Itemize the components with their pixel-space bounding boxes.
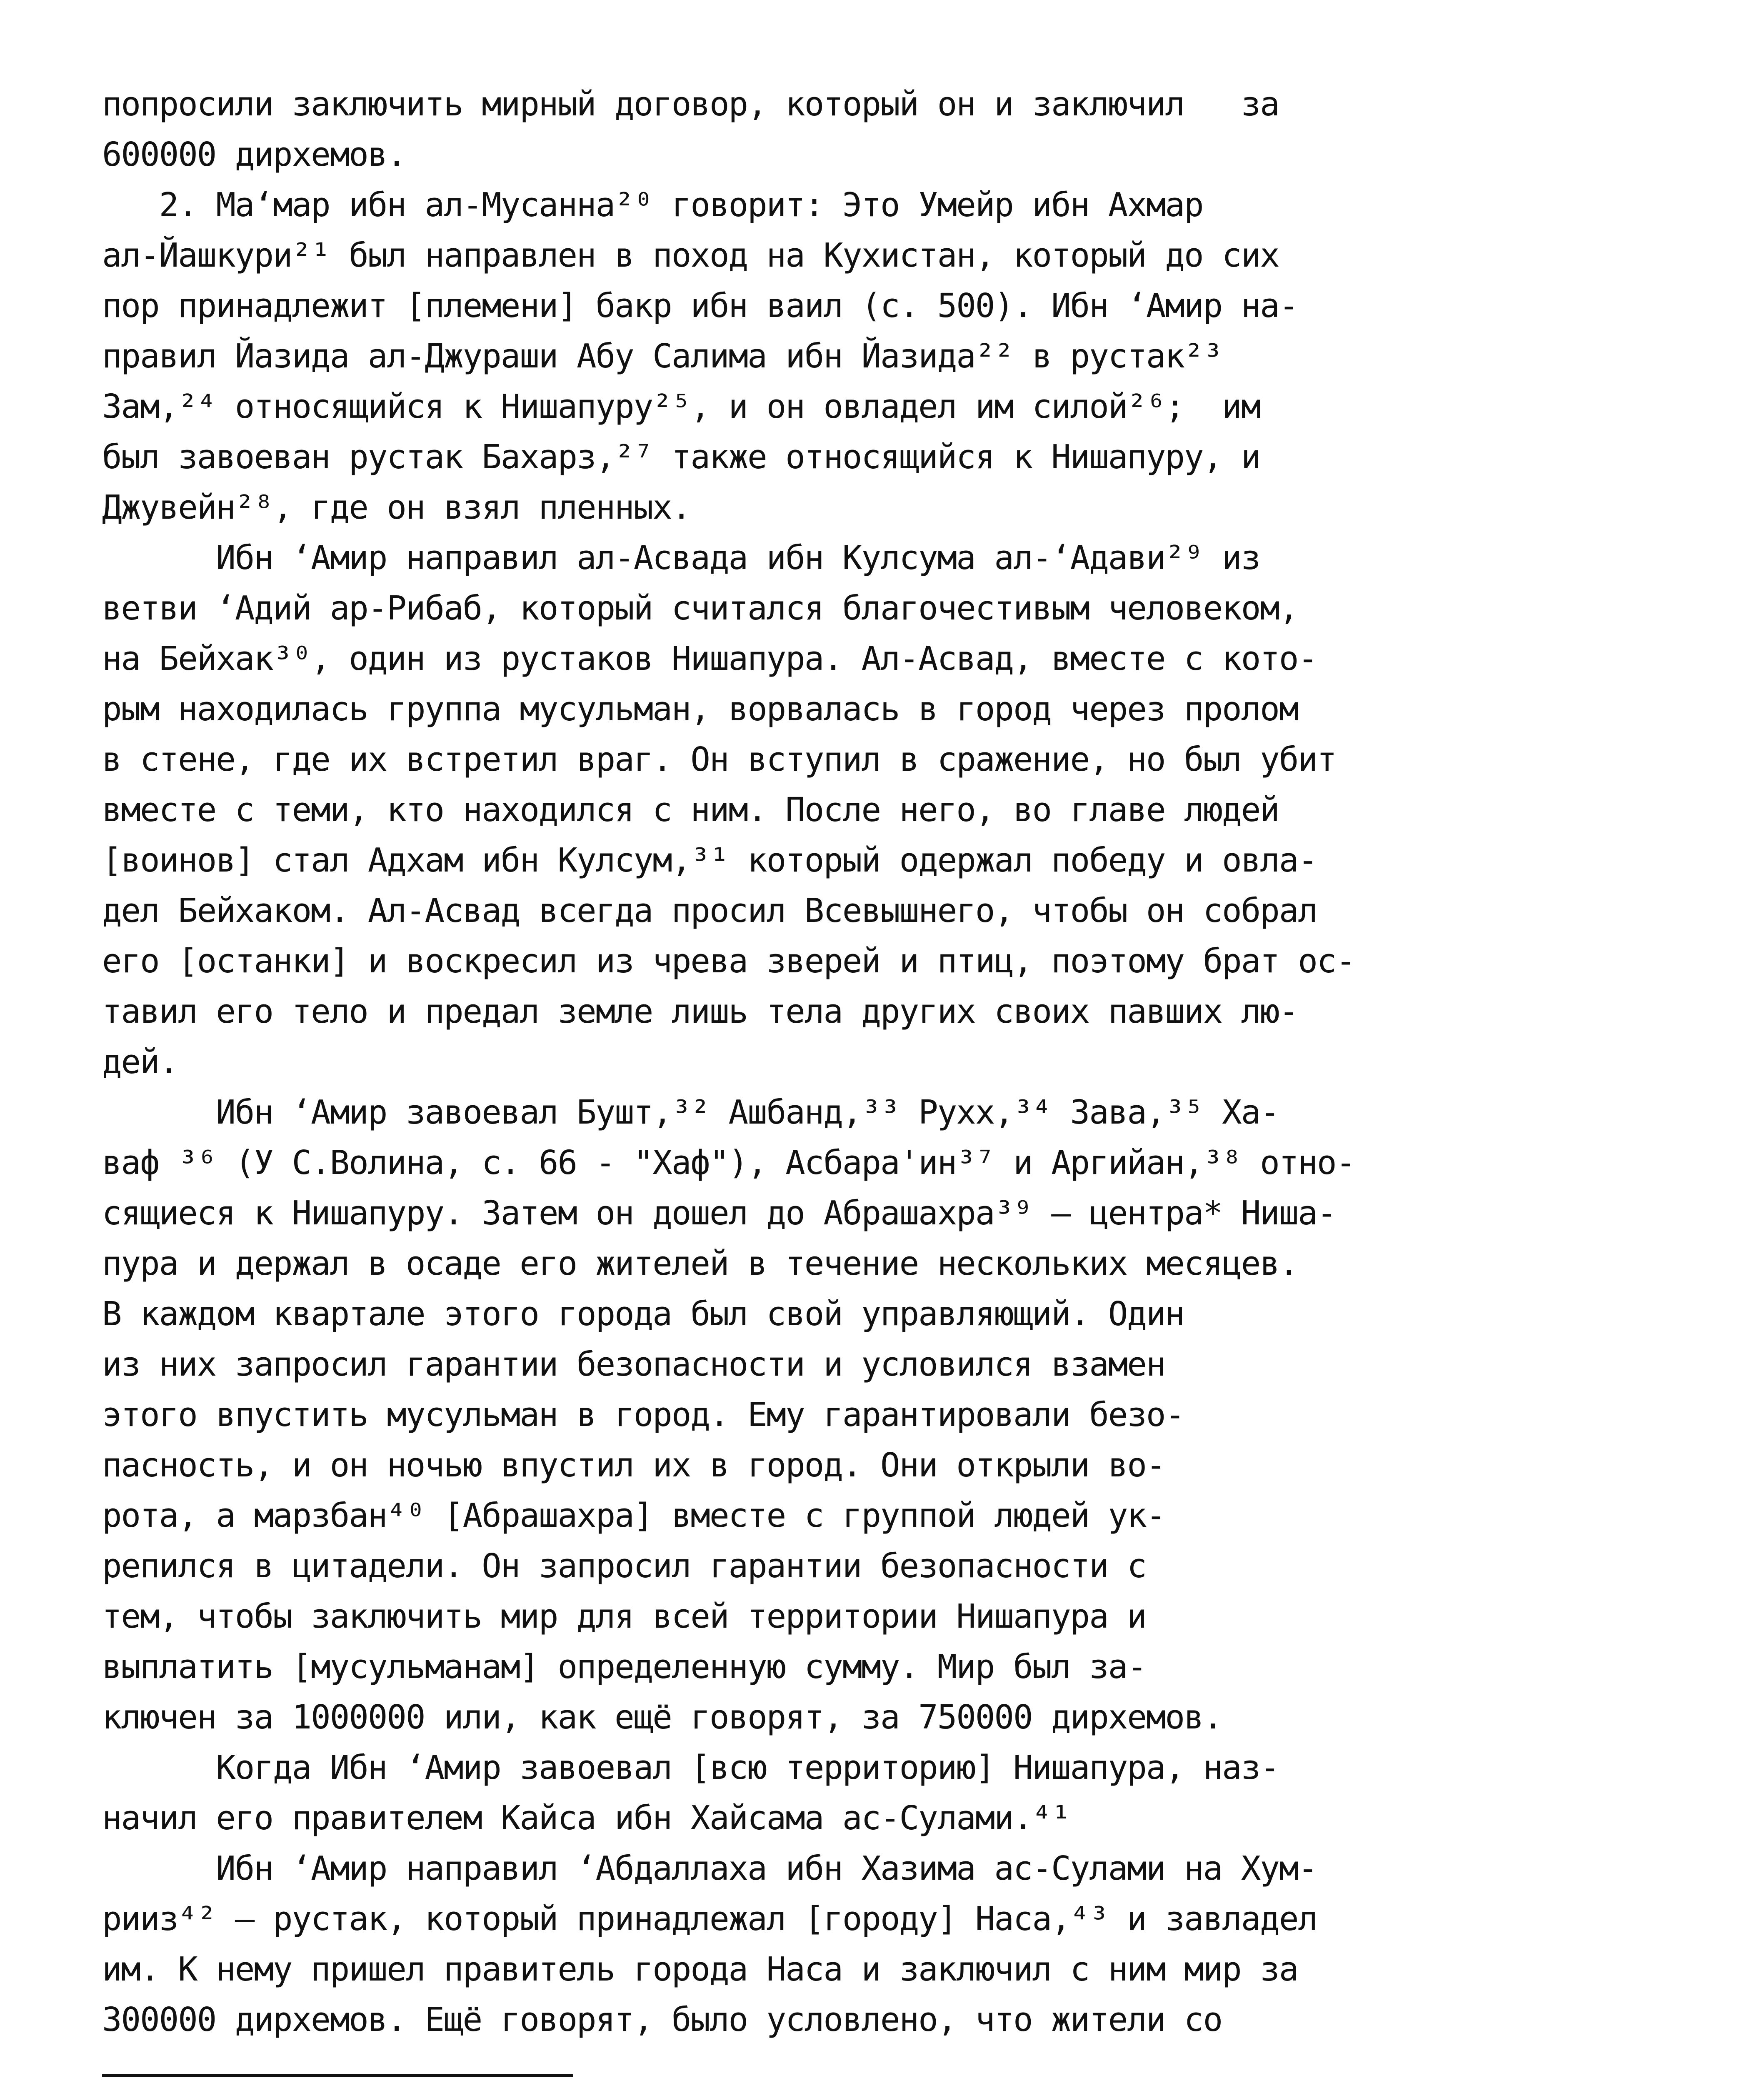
text-line: ал-Йашкури²¹ был направлен в поход на Кухистан, который до сих [102, 236, 1279, 275]
text-line: пура и держал в осаде его жителей в течение нескольких месяцев. [102, 1244, 1298, 1283]
text-line: сящиеся к Нишапуру. Затем он дошел до Абрашахра³⁹ — центра* Ниша- [102, 1194, 1336, 1232]
text-line: 2. Ма‘мар ибн ал-Мусанна²⁰ говорит: Это Умейр ибн Ахмар [102, 186, 1203, 224]
text-line: Джувейн²⁸, где он взял пленных. [102, 488, 691, 527]
text-line: тавил его тело и предал земле лишь тела других своих павших лю- [102, 992, 1298, 1031]
main-text [102, 79, 1610, 2045]
text-line: ветви ‘Адий ар-Рибаб, который считался благочестивым человеком, [102, 589, 1298, 627]
document-page [102, 79, 1610, 2083]
text-line: попросили заключить мирный договор, который он и заключил за [102, 85, 1279, 123]
text-line: Ибн ‘Амир завоевал Бушт,³² Ашбанд,³³ Рухх,³⁴ Зава,³⁵ Ха- [102, 1093, 1279, 1131]
text-line: в стене, где их встретил враг. Он вступил в сражение, но был убит [102, 740, 1336, 779]
text-line: из них запросил гарантии безопасности и условился взамен [102, 1345, 1165, 1384]
text-line: [воинов] стал Адхам ибн Кулсум,³¹ который одержал победу и овла- [102, 841, 1317, 879]
text-line: Ибн ‘Амир направил ал-Асвада ибн Кулсума ал-‘Адави²⁹ из [102, 539, 1260, 577]
text-line: 300000 дирхемов. Ещё говорят, было условлено, что жители со [102, 2001, 1222, 2039]
text-line: дей. [102, 1043, 178, 1081]
text-line: Зам,²⁴ относящийся к Нишапуру²⁵, и он овладел им силой²⁶; им [102, 387, 1260, 426]
text-line: ключен за 1000000 или, как ещё говорят, за 750000 дирхемов. [102, 1698, 1222, 1736]
text-line: этого впустить мусульман в город. Ему гарантировали безо- [102, 1396, 1184, 1434]
text-line: репился в цитадели. Он запросил гарантии безопасности с [102, 1547, 1146, 1585]
text-line: вместе с теми, кто находился с ним. После него, во главе людей [102, 791, 1279, 829]
text-line: пасность, и он ночью впустил их в город. Они открыли во- [102, 1446, 1165, 1484]
text-line: рота, а марзбан⁴⁰ [Абрашахра] вместе с группой людей ук- [102, 1496, 1165, 1535]
text-line: 600000 дирхемов. [102, 135, 406, 174]
text-line: рым находилась группа мусульман, ворвалась в город через пролом [102, 690, 1298, 728]
text-line: начил его правителем Кайса ибн Хайсама ас-Сулами.⁴¹ [102, 1799, 1070, 1837]
text-line: пор принадлежит [племени] бакр ибн ваил (с. 500). Ибн ‘Амир на- [102, 287, 1298, 325]
text-line: был завоеван рустак Бахарз,²⁷ также относящийся к Нишапуру, и [102, 438, 1260, 476]
text-line: выплатить [мусульманам] определенную сумму. Мир был за- [102, 1648, 1146, 1686]
text-line: ваф ³⁶ (У С.Волина, с. 66 - "Хаф"), Асбара'ин³⁷ и Аргийан,³⁸ отно- [102, 1144, 1355, 1182]
text-line: его [останки] и воскресил из чрева зверей и птиц, поэтому брат ос- [102, 942, 1355, 980]
text-line: им. К нему пришел правитель города Наса и заключил с ним мир за [102, 1950, 1298, 1988]
footnote-divider [102, 2074, 573, 2077]
footnote-line [102, 2081, 1610, 2083]
text-line: Ибн ‘Амир направил ‘Абдаллаха ибн Хазима ас-Сулами на Хум- [102, 1849, 1317, 1888]
text-line: дел Бейхаком. Ал-Асвад всегда просил Всевышнего, чтобы он собрал [102, 892, 1317, 930]
text-line: тем, чтобы заключить мир для всей территории Нишапура и [102, 1597, 1146, 1636]
text-line: Когда Ибн ‘Амир завоевал [всю территорию] Нишапура, наз- [102, 1748, 1279, 1787]
text-line: В каждом квартале этого города был свой управляющий. Один [102, 1295, 1184, 1333]
text-line: рииз⁴² — рустак, который принадлежал [городу] Наса,⁴³ и завладел [102, 1900, 1317, 1938]
text-line: правил Йазида ал-Джураши Абу Салима ибн Йазида²² в рустак²³ [102, 337, 1222, 375]
footnote [102, 2081, 1610, 2083]
text-line: на Бейхак³⁰, один из рустаков Нишапура. Ал-Асвад, вместе с кото- [102, 639, 1317, 678]
